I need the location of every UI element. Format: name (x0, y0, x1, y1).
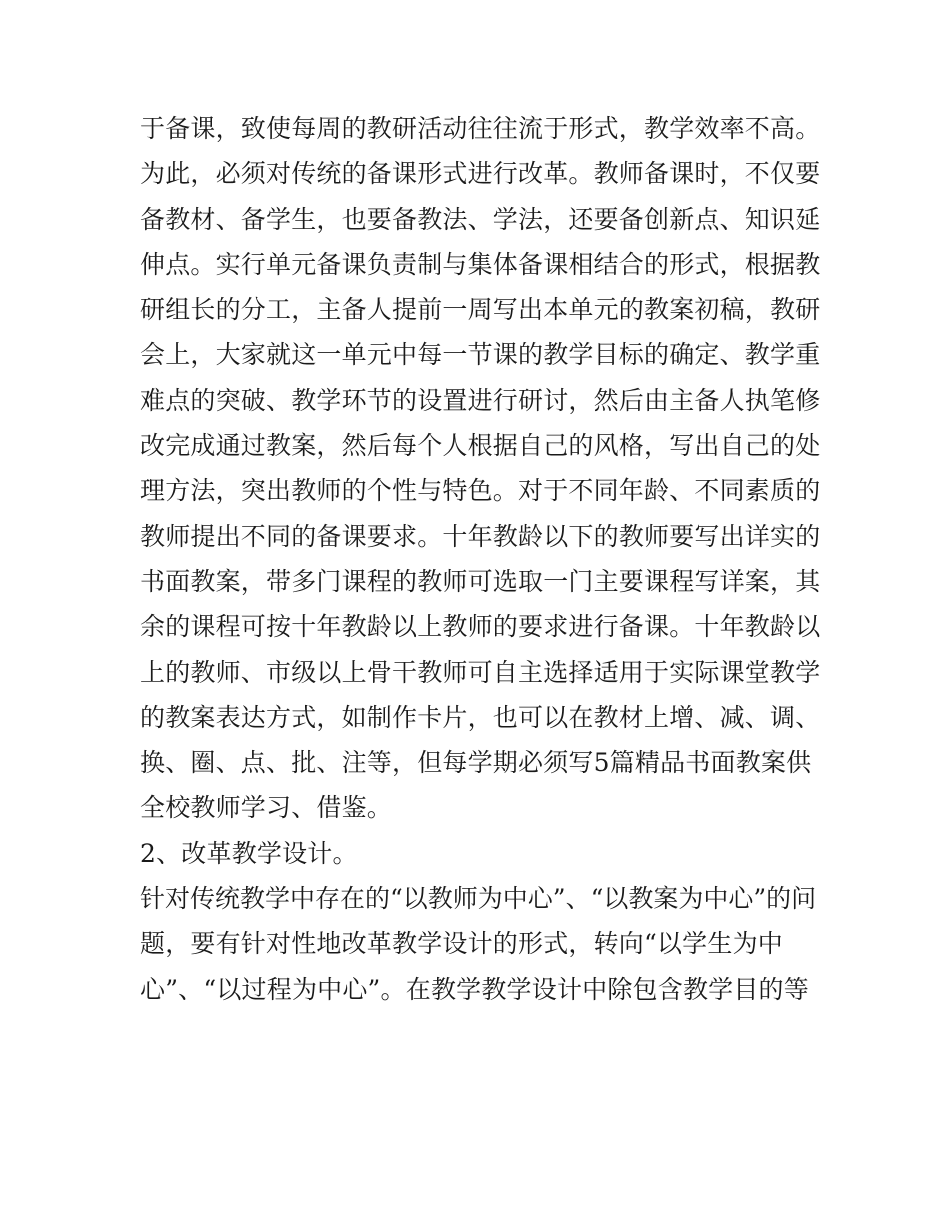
text-line: 备教材、备学生，也要备教法、学法，还要备创新点、知识延 (140, 204, 821, 234)
text-line: 为此，必须对传统的备课形式进行改革。教师备课时，不仅要 (140, 159, 821, 189)
text-line: 难点的突破、教学环节的设置进行研讨，然后由主备人执笔修 (140, 385, 821, 415)
text-line: 题，要有针对性地改革教学设计的形式，转向“以学生为中 (140, 929, 783, 959)
text-line: 伸点。实行单元备课负责制与集体备课相结合的形式，根据教 (140, 249, 821, 279)
text-line: 会上，大家就这一单元中每一节课的教学目标的确定、教学重 (140, 340, 821, 370)
text-line: 全校教师学习、借鉴。 (140, 793, 393, 823)
section-heading: 2、改革教学设计。 (140, 838, 358, 868)
text-line: 研组长的分工，主备人提前一周写出本单元的教案初稿，教研 (140, 295, 821, 325)
text-line: 改完成通过教案，然后每个人根据自己的风格，写出自己的处 (140, 431, 821, 461)
body-text (140, 106, 820, 1012)
text-line: 于备课，致使每周的教研活动往往流于形式，教学效率不高。 (140, 114, 821, 143)
text-line: 理方法，突出教师的个性与特色。对于不同年龄、不同素质的 (140, 476, 821, 506)
text-line: 换、圈、点、批、注等，但每学期必须写5篇精品书面教案供 (140, 748, 812, 778)
text-line: 针对传统教学中存在的“以教师为中心”、“以教案为中心”的问 (140, 884, 817, 914)
text-line: 余的课程可按十年教龄以上教师的要求进行备课。十年教龄以 (140, 612, 821, 642)
text-line: 的教案表达方式，如制作卡片，也可以在教材上增、减、调、 (140, 702, 821, 732)
text-line: 书面教案，带多门课程的教师可选取一门主要课程写详案，其 (140, 566, 821, 596)
text-line: 心”、“以过程为中心”。在教学教学设计中除包含教学目的等 (140, 974, 809, 1004)
text-line: 教师提出不同的备课要求。十年教龄以下的教师要写出详实的 (140, 521, 821, 551)
text-line: 上的教师、市级以上骨干教师可自主选择适用于实际课堂教学 (140, 657, 821, 687)
